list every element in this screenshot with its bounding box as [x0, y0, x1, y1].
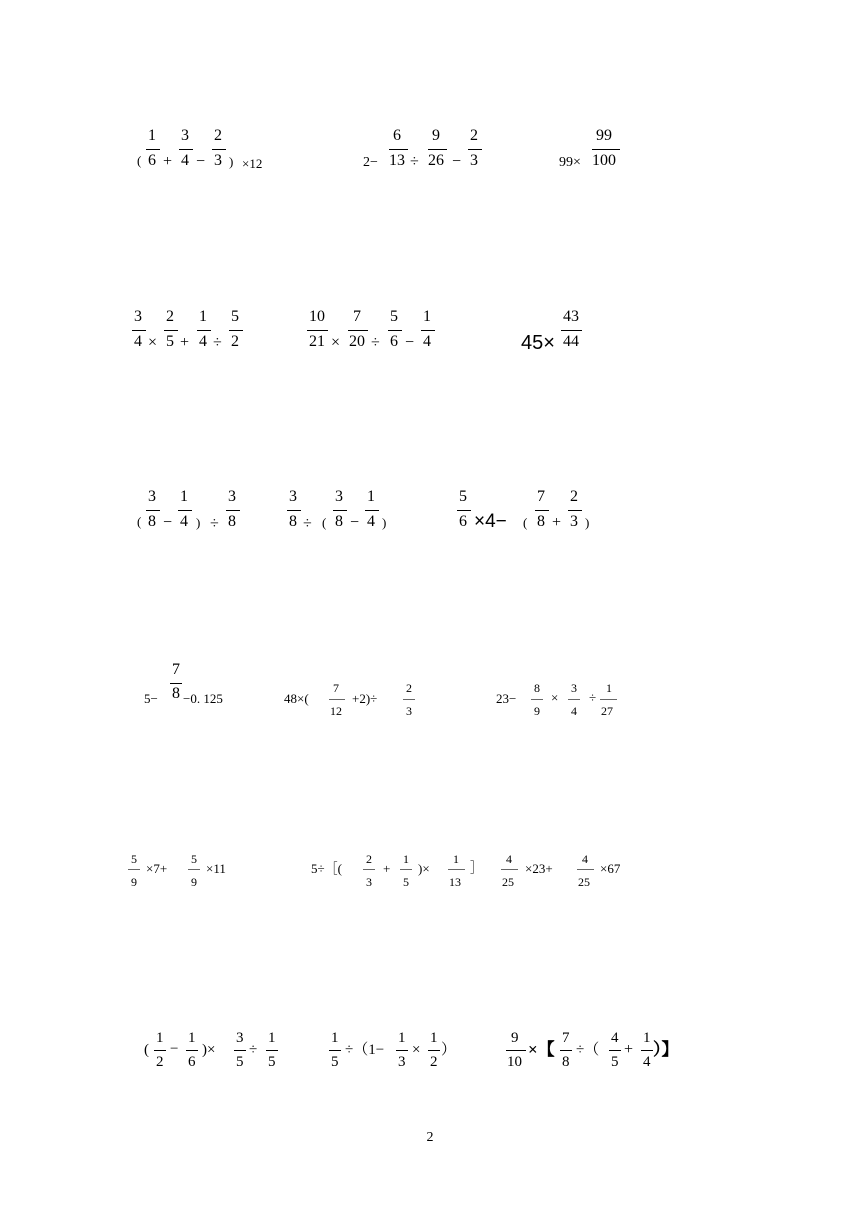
- denominator: 27: [601, 704, 613, 718]
- denominator: 3: [366, 875, 372, 889]
- fraction-bar: [400, 869, 412, 870]
- denominator: 2: [430, 1054, 438, 1070]
- numerator: 3: [228, 488, 236, 505]
- operator-text: ÷（: [576, 1042, 600, 1058]
- numerator: 8: [534, 681, 540, 695]
- fraction-bar: [146, 149, 160, 150]
- numerator: 4: [611, 1030, 619, 1046]
- fraction-bar: [506, 1050, 526, 1051]
- operator-text: ×【: [528, 1040, 555, 1059]
- fraction-bar: [154, 1050, 166, 1051]
- operator: ×: [551, 690, 559, 705]
- operator: +: [552, 514, 562, 531]
- denominator: 5: [268, 1054, 276, 1070]
- denominator: 6: [148, 152, 156, 169]
- numerator: 1: [268, 1030, 276, 1046]
- numerator: 3: [289, 488, 297, 505]
- numerator: 2: [214, 127, 222, 144]
- numerator: 5: [459, 488, 467, 505]
- numerator: 1: [398, 1030, 406, 1046]
- denominator: 4: [181, 152, 189, 169]
- denominator: 2: [156, 1054, 164, 1070]
- fraction-bar: [178, 510, 192, 511]
- fraction-bar: [535, 510, 549, 511]
- numerator: 2: [570, 488, 578, 505]
- denominator: 13: [389, 152, 405, 169]
- fraction-bar: [170, 683, 182, 684]
- denominator: 3: [398, 1054, 406, 1070]
- denominator: 20: [349, 333, 365, 350]
- denominator: 3: [214, 152, 222, 169]
- operator-text: 99×: [559, 155, 581, 170]
- denominator: 5: [611, 1054, 619, 1070]
- fraction-bar: [266, 1050, 278, 1051]
- numerator: 1: [606, 681, 612, 695]
- fraction-bar: [212, 149, 226, 150]
- fraction-bar: [609, 1050, 621, 1051]
- operator-text: ×67: [600, 861, 621, 876]
- operator: −: [350, 514, 360, 531]
- denominator: 8: [228, 513, 236, 530]
- numerator: 2: [470, 127, 478, 144]
- denominator: 12: [330, 704, 342, 718]
- numerator: 3: [571, 681, 577, 695]
- denominator: 21: [309, 333, 325, 350]
- denominator: 6: [459, 513, 467, 530]
- numerator: 1: [453, 852, 459, 866]
- denominator: 9: [534, 704, 540, 718]
- numerator: 1: [180, 488, 188, 505]
- fraction-bar: [164, 330, 178, 331]
- fraction-bar: [457, 510, 471, 511]
- operator-text: ×11: [206, 861, 226, 876]
- operator: ÷: [213, 334, 222, 351]
- operator: −: [170, 1041, 179, 1057]
- operator: ×: [412, 1042, 421, 1058]
- numerator: 5: [191, 852, 197, 866]
- numerator: 1: [199, 308, 207, 325]
- denominator: 5: [403, 875, 409, 889]
- numerator: 1: [423, 308, 431, 325]
- denominator: 26: [428, 152, 444, 169]
- page-number: 2: [426, 1130, 434, 1145]
- close-paren: ）: [441, 1042, 457, 1058]
- operator-text: +2)÷: [352, 691, 378, 706]
- numerator: 1: [430, 1030, 438, 1046]
- fraction-bar: [146, 510, 160, 511]
- fraction-bar: [448, 869, 465, 870]
- fraction-bar: [641, 1050, 653, 1051]
- numerator: 5: [390, 308, 398, 325]
- denominator: 3: [470, 152, 478, 169]
- denominator: 4: [180, 513, 188, 530]
- operator: ÷: [210, 515, 219, 532]
- numerator: 7: [537, 488, 545, 505]
- operator-text: ×23+: [525, 861, 553, 876]
- numerator: 99: [596, 127, 612, 144]
- operator: +: [180, 334, 190, 351]
- denominator: 44: [563, 333, 579, 350]
- numerator: 1: [156, 1030, 164, 1046]
- denominator: 4: [367, 513, 375, 530]
- denominator: 4: [199, 333, 207, 350]
- operator: ÷: [410, 153, 419, 170]
- open-paren: (: [137, 153, 142, 168]
- denominator: 5: [166, 333, 174, 350]
- denominator: 8: [289, 513, 297, 530]
- fraction-bar: [592, 149, 620, 150]
- numerator: 1: [148, 127, 156, 144]
- denominator: 10: [507, 1054, 522, 1070]
- numerator: 1: [367, 488, 375, 505]
- operator: −: [405, 334, 415, 351]
- denominator: 8: [562, 1054, 570, 1070]
- fraction-bar: [132, 330, 146, 331]
- numerator: 2: [166, 308, 174, 325]
- operator-text: ×12: [242, 156, 263, 171]
- operator: −: [163, 514, 173, 531]
- fraction-bar: [287, 510, 301, 511]
- denominator: 100: [592, 152, 616, 169]
- fraction-bar: [226, 510, 240, 511]
- operator: ÷: [303, 515, 312, 532]
- operator: +: [163, 153, 173, 170]
- operator-text: ×7+: [146, 861, 168, 876]
- numerator: 3: [148, 488, 156, 505]
- numerator: 1: [331, 1030, 339, 1046]
- numerator: 7: [353, 308, 361, 325]
- numerator: 4: [506, 852, 512, 866]
- denominator: 4: [423, 333, 431, 350]
- operator-text: 2−: [363, 155, 378, 170]
- operator-text: 48×(: [284, 691, 309, 706]
- operator: ÷: [371, 334, 380, 351]
- fraction-bar: [428, 1050, 440, 1051]
- fraction-bar: [307, 330, 328, 331]
- denominator: 9: [131, 875, 137, 889]
- denominator: 6: [390, 333, 398, 350]
- close-paren: ): [585, 515, 590, 530]
- fraction-bar: [363, 869, 375, 870]
- open-paren: (: [144, 1042, 149, 1058]
- numerator: 7: [333, 681, 339, 695]
- operator: −: [196, 153, 206, 170]
- operator-text: ×4−: [474, 511, 507, 532]
- close-paren: ): [196, 515, 201, 530]
- fraction-bar: [388, 330, 402, 331]
- numerator: 6: [393, 127, 401, 144]
- fraction-bar: [197, 330, 211, 331]
- open-paren: (: [137, 514, 142, 529]
- fraction-bar: [421, 330, 435, 331]
- open-paren: (: [523, 515, 528, 530]
- denominator: 8: [148, 513, 156, 530]
- fraction-bar: [365, 510, 379, 511]
- fraction-bar: [428, 149, 447, 150]
- operator: ×: [148, 334, 158, 351]
- numerator: 3: [134, 308, 142, 325]
- denominator: 5: [331, 1054, 339, 1070]
- fraction-bar: [531, 699, 543, 700]
- operator: ÷: [249, 1042, 258, 1058]
- numerator: 43: [563, 308, 579, 325]
- close-bracket: ）】: [653, 1040, 679, 1059]
- numerator: 5: [131, 852, 137, 866]
- denominator: 8: [172, 685, 180, 702]
- denominator: 4: [571, 704, 577, 718]
- fraction-bar: [560, 1050, 572, 1051]
- fraction-bar: [501, 869, 518, 870]
- fraction-bar: [348, 330, 368, 331]
- numerator: 3: [181, 127, 189, 144]
- numerator: 5: [231, 308, 239, 325]
- operator-text: )×: [202, 1042, 216, 1058]
- fraction-bar: [234, 1050, 246, 1051]
- denominator: 13: [449, 875, 461, 889]
- fraction-bar: [577, 869, 594, 870]
- fraction-bar: [389, 149, 408, 150]
- denominator: 5: [236, 1054, 244, 1070]
- fraction-bar: [333, 510, 347, 511]
- fraction-bar: [600, 699, 617, 700]
- denominator: 9: [191, 875, 197, 889]
- operator-text: ÷（1−: [345, 1042, 385, 1058]
- fraction-bar: [128, 869, 140, 870]
- denominator: 8: [537, 513, 545, 530]
- open-paren: (: [322, 515, 327, 530]
- fraction-bar: [188, 869, 200, 870]
- fraction-bar: [561, 330, 582, 331]
- numerator: 3: [236, 1030, 244, 1046]
- denominator: 8: [335, 513, 343, 530]
- operator-text: 23−: [496, 691, 517, 706]
- denominator: 2: [231, 333, 239, 350]
- operator-text: 45×: [521, 332, 555, 354]
- operator-text: )×: [418, 861, 430, 876]
- denominator: 25: [578, 875, 590, 889]
- fraction-bar: [179, 149, 193, 150]
- close-bracket: ］: [470, 860, 484, 875]
- close-paren: ): [382, 515, 387, 530]
- numerator: 7: [172, 661, 180, 678]
- numerator: 2: [406, 681, 412, 695]
- fraction-bar: [403, 699, 415, 700]
- operator: −: [452, 153, 462, 170]
- fraction-bar: [568, 699, 580, 700]
- operator: +: [383, 861, 391, 876]
- denominator: 4: [134, 333, 142, 350]
- operator: +: [624, 1041, 634, 1058]
- numerator: 10: [309, 308, 325, 325]
- denominator: 3: [406, 704, 412, 718]
- numerator: 1: [403, 852, 409, 866]
- operator-text: 5÷［(: [311, 861, 342, 876]
- operator: ÷: [589, 690, 597, 705]
- fraction-bar: [329, 1050, 341, 1051]
- numerator: 3: [335, 488, 343, 505]
- denominator: 25: [502, 875, 514, 889]
- fraction-bar: [396, 1050, 408, 1051]
- fraction-bar: [186, 1050, 198, 1051]
- numerator: 9: [511, 1030, 519, 1046]
- numerator: 1: [643, 1030, 651, 1046]
- numerator: 4: [582, 852, 588, 866]
- denominator: 6: [188, 1054, 196, 1070]
- denominator: 4: [643, 1054, 651, 1070]
- numerator: 9: [432, 127, 440, 144]
- fraction-bar: [568, 510, 582, 511]
- fraction-bar: [329, 699, 345, 700]
- numerator: 1: [188, 1030, 196, 1046]
- numerator: 7: [562, 1030, 570, 1046]
- close-paren: ): [229, 154, 234, 169]
- fraction-bar: [468, 149, 482, 150]
- numerator: 2: [366, 852, 372, 866]
- operator-text: −0. 125: [183, 691, 223, 706]
- operator: ×: [331, 334, 341, 351]
- fraction-bar: [229, 330, 243, 331]
- operator-text: 5−: [144, 691, 158, 706]
- denominator: 3: [570, 513, 578, 530]
